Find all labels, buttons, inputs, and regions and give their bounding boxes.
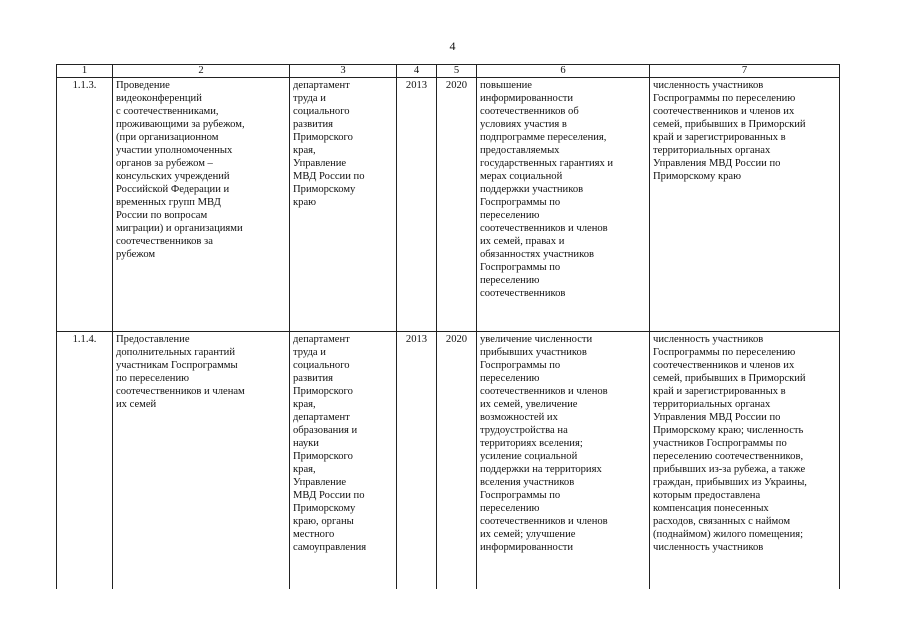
item-number: 1.1.3. (57, 78, 113, 332)
column-header: 5 (437, 65, 477, 78)
end-year: 2020 (437, 332, 477, 590)
expected-result: повышение информированности соотечественников об условиях участия в подпрограмме переселения, предоставляемых государственных гарантиях и мерах социальной поддержки участников Госпрограммы по переселению соотечественников и членов их семей, правах и обязанностях участников Госпрограммы по переселению соотечественников (477, 78, 650, 332)
page-number: 4 (449, 39, 456, 53)
activity-description: Проведение видеоконференций с соотечественниками, проживающими за рубежом, (при организационном участии уполномоченных органов за рубежом – консульских учреждений Российской Федерации и временных групп МВД России по вопросам миграции) и организациями соотечественников за рубежом (113, 78, 290, 332)
start-year: 2013 (397, 78, 437, 332)
column-header: 4 (397, 65, 437, 78)
column-header: 7 (650, 65, 840, 78)
target-indicator: численность участников Госпрограммы по переселению соотечественников и членов их семей, прибывших в Приморский край и зарегистрированных в территориальных органах Управления МВД России по Приморскому краю; численность участников Госпрограммы по переселению соотечественников, прибывших из-за рубежа, а также граждан, прибывших из Украины, которым предоставлена компенсация понесенных расходов, связанных с наймом (поднаймом) жилого помещения; численность участников (650, 332, 840, 590)
end-year: 2020 (437, 78, 477, 332)
table-row (57, 78, 840, 332)
activity-description: Предоставление дополнительных гарантий участникам Госпрограммы по переселению соотечественников и членам их семей (113, 332, 290, 590)
column-header: 6 (477, 65, 650, 78)
target-indicator: численность участников Госпрограммы по переселению соотечественников и членов их семей, прибывших в Приморский край и зарегистрированных в территориальных органах Управления МВД России по Приморскому краю (650, 78, 840, 332)
column-header: 1 (57, 65, 113, 78)
program-activities-table (56, 64, 840, 589)
table-row (57, 332, 840, 590)
expected-result: увеличение численности прибывших участников Госпрограммы по переселению соотечественников и членов их семей, увеличение возможностей их трудоустройства на территориях вселения; усиление социальной поддержки на территориях вселения участников Госпрограммы по переселению соотечественников и членов их семей; улучшение информированности (477, 332, 650, 590)
responsible-executor: департамент труда и социального развития Приморского края, Управление МВД России по Приморскому краю (290, 78, 397, 332)
start-year: 2013 (397, 332, 437, 590)
responsible-executor: департамент труда и социального развития Приморского края, департамент образования и науки Приморского края, Управление МВД России по Приморскому краю, органы местного самоуправления (290, 332, 397, 590)
column-header: 3 (290, 65, 397, 78)
column-number-row (57, 65, 840, 78)
column-header: 2 (113, 65, 290, 78)
item-number: 1.1.4. (57, 332, 113, 590)
